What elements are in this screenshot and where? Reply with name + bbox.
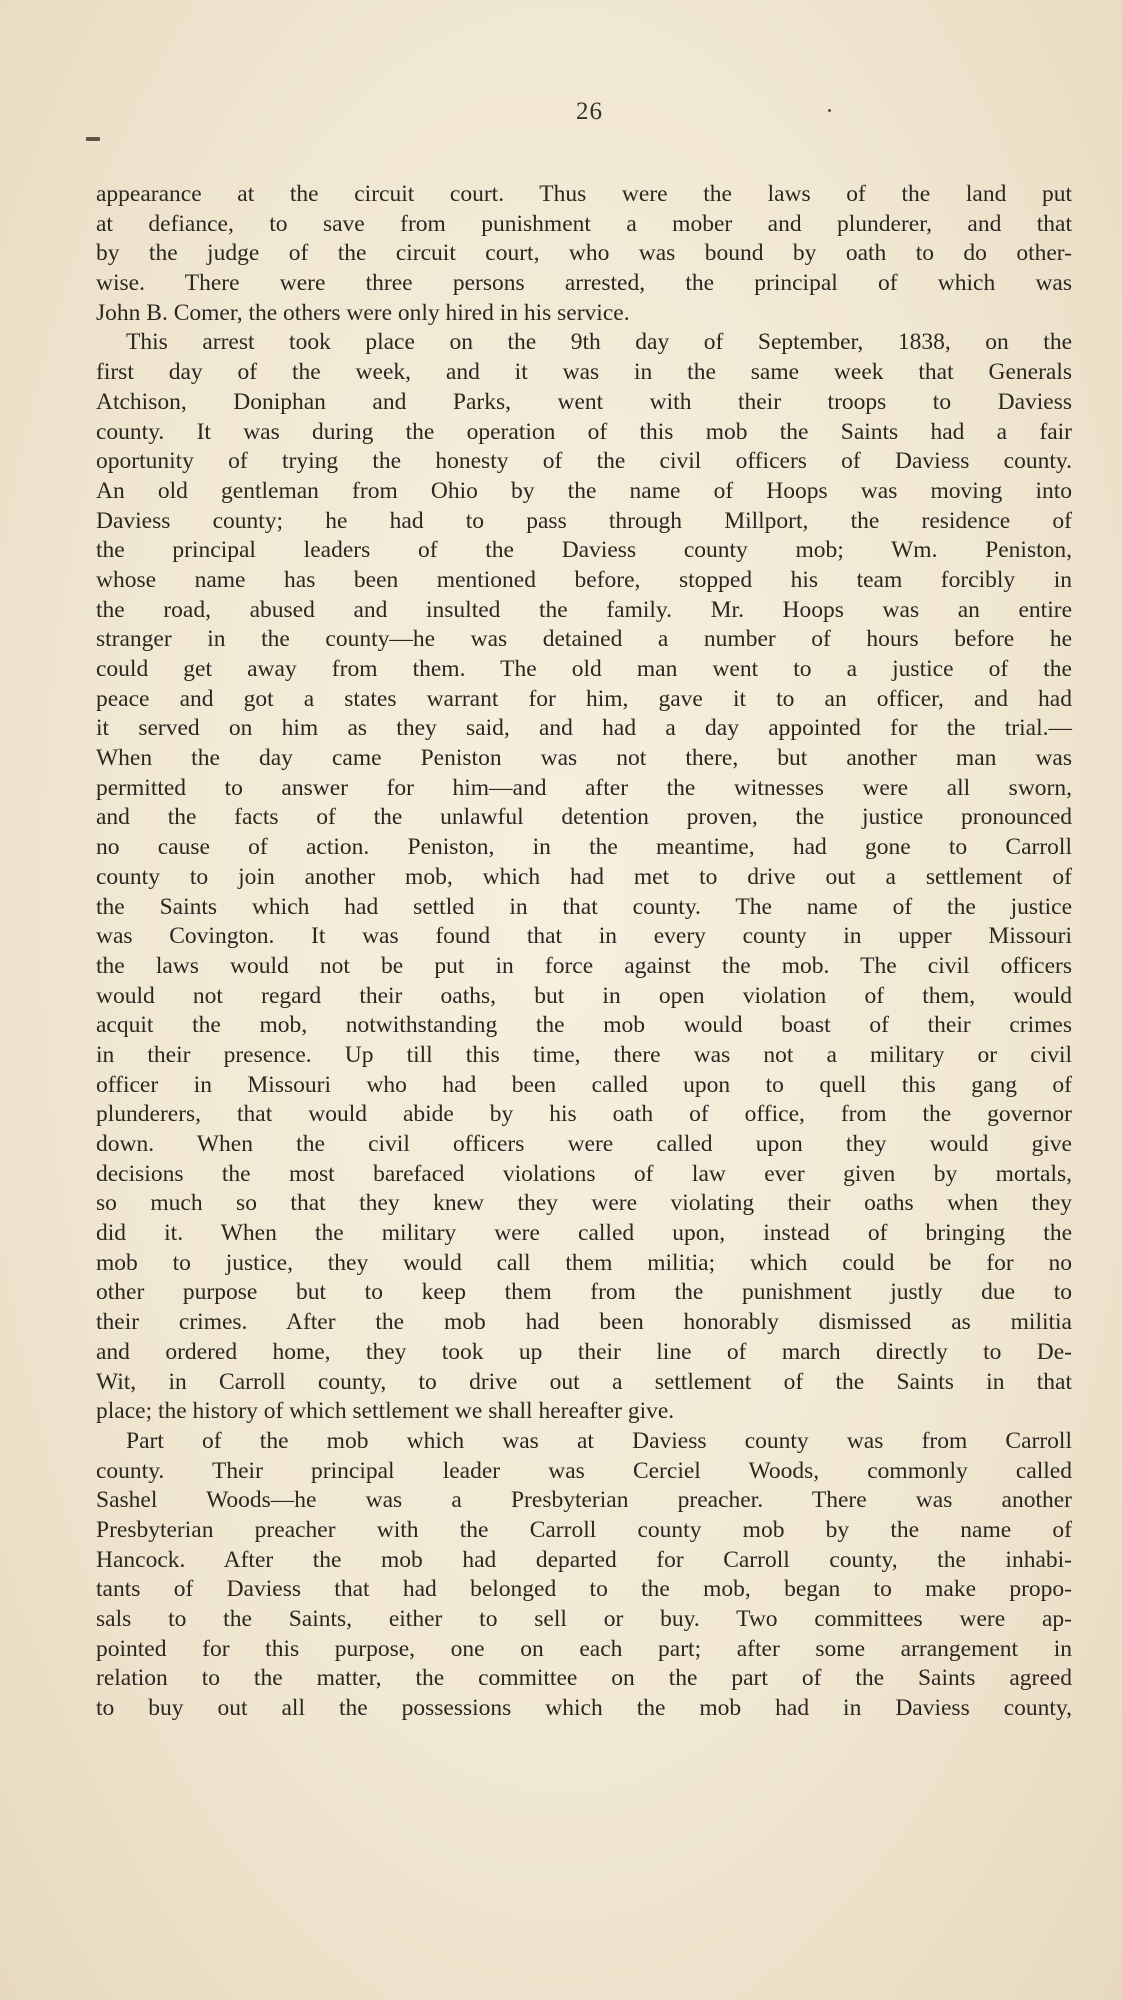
text-line: This arrest took place on the 9th day of September, 1838, on the: [126, 329, 1072, 356]
text-line: permitted to answer for him—and after the witnesses were all sworn,: [96, 774, 1072, 801]
text-line: John B. Comer, the others were only hired in his service.: [96, 299, 630, 326]
body-text: [96, 180, 1072, 1724]
text-line: decisions the most barefaced violations of law ever given by mortals,: [96, 1160, 1072, 1187]
text-line: An old gentleman from Ohio by the name of Hoops was moving into: [96, 477, 1072, 504]
text-line: could get away from them. The old man went to a justice of the: [96, 656, 1072, 682]
text-line: mob to justice, they would call them militia; which could be for no: [96, 1249, 1072, 1276]
text-line: plunderers, that would abide by his oath of office, from the governor: [96, 1101, 1072, 1128]
text-line: the road, abused and insulted the family. Mr. Hoops was an entire: [96, 596, 1072, 623]
text-line: When the day came Peniston was not there, but another man was: [96, 745, 1072, 772]
text-line: place; the history of which settlement we shall hereafter give.: [96, 1398, 675, 1425]
text-line: tants of Daviess that had belonged to the mob, began to make propo-: [96, 1576, 1072, 1603]
text-line: oportunity of trying the honesty of the civil officers of Daviess county.: [96, 448, 1072, 475]
text-line: peace and got a states warrant for him, gave it to an officer, and had: [96, 685, 1072, 712]
text-line: Wit, in Carroll county, to drive out a settlement of the Saints in that: [96, 1368, 1072, 1395]
text-line: by the judge of the circuit court, who was bound by oath to do other-: [96, 240, 1072, 267]
text-line: and ordered home, they took up their line of march directly to De-: [96, 1338, 1072, 1365]
text-line: Presbyterian preacher with the Carroll county mob by the name of: [96, 1516, 1072, 1543]
text-line: county to join another mob, which had met to drive out a settlement of: [96, 863, 1072, 890]
text-line: the principal leaders of the Daviess county mob; Wm. Peniston,: [96, 537, 1072, 564]
text-line: acquit the mob, notwithstanding the mob would boast of their crimes: [96, 1012, 1072, 1039]
text-line: the laws would not be put in force against the mob. The civil officers: [96, 952, 1072, 979]
text-line: appearance at the circuit court. Thus were the laws of the land put: [96, 181, 1072, 207]
text-line: Sashel Woods—he was a Presbyterian preacher. There was another: [96, 1487, 1072, 1514]
text-line: pointed for this purpose, one on each part; after some arrangement in: [96, 1635, 1072, 1662]
text-line: stranger in the county—he was detained a number of hours before he: [96, 626, 1072, 653]
text-line: whose name has been mentioned before, stopped his team forcibly in: [96, 566, 1072, 593]
text-line: down. When the civil officers were called upon they would give: [96, 1131, 1072, 1157]
text-line: in their presence. Up till this time, there was not a military or civil: [96, 1041, 1072, 1068]
text-line: Daviess county; he had to pass through Millport, the residence of: [96, 507, 1072, 534]
text-line: it served on him as they said, and had a day appointed for the trial.—: [96, 715, 1072, 742]
ink-mark: [86, 137, 100, 141]
text-line: sals to the Saints, either to sell or buy. Two committees were ap-: [96, 1606, 1072, 1632]
text-line: and the facts of the unlawful detention proven, the justice pronounced: [96, 804, 1072, 831]
text-line: at defiance, to save from punishment a mober and plunderer, and that: [96, 210, 1072, 237]
text-line: first day of the week, and it was in the same week that Generals: [96, 359, 1072, 386]
text-line: was Covington. It was found that in every county in upper Missouri: [96, 923, 1072, 950]
text-line: their crimes. After the mob had been honorably dismissed as militia: [96, 1309, 1072, 1336]
text-line: county. Their principal leader was Cerciel Woods, commonly called: [96, 1457, 1072, 1484]
text-line: other purpose but to keep them from the punishment justly due to: [96, 1279, 1072, 1306]
text-line: did it. When the military were called upon, instead of bringing the: [96, 1220, 1072, 1247]
page-number: 26: [576, 98, 603, 125]
text-line: Part of the mob which was at Daviess county was from Carroll: [126, 1427, 1072, 1454]
text-line: to buy out all the possessions which the mob had in Daviess county,: [96, 1695, 1072, 1722]
text-line: the Saints which had settled in that county. The name of the justice: [96, 893, 1072, 920]
text-line: no cause of action. Peniston, in the meantime, had gone to Carroll: [96, 834, 1072, 861]
text-line: county. It was during the operation of this mob the Saints had a fair: [96, 418, 1072, 445]
text-line: relation to the matter, the committee on the part of the Saints agreed: [96, 1665, 1072, 1692]
text-line: so much so that they knew they were violating their oaths when they: [96, 1190, 1072, 1217]
text-line: Atchison, Doniphan and Parks, went with their troops to Daviess: [96, 388, 1072, 415]
text-line: officer in Missouri who had been called upon to quell this gang of: [96, 1071, 1072, 1098]
text-line: Hancock. After the mob had departed for Carroll county, the inhabi-: [96, 1546, 1072, 1573]
ink-dot: [828, 109, 831, 112]
text-line: wise. There were three persons arrested, the principal of which was: [96, 270, 1072, 297]
text-line: would not regard their oaths, but in open violation of them, would: [96, 982, 1072, 1009]
